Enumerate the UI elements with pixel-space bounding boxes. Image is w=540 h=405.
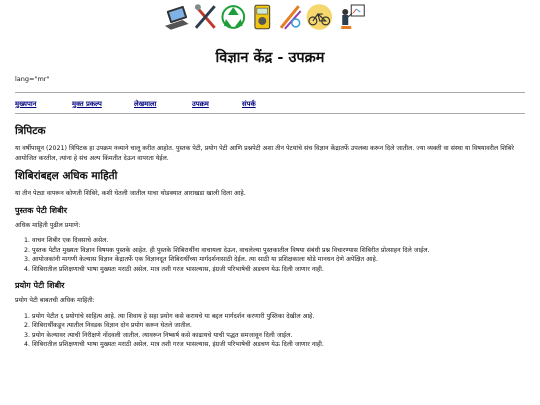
list-item: 2. पुस्तक पेटीत मुख्यतः विज्ञान विषयक पुस्तके आहेत. ही पुस्तके शिबिरार्थींना वाचायला देऊन, वाचलेल्या पुस्तकातील विषया संबंधी प्रश्न विचारण्यास शिबिरीत प्रोत्साहन दिले जाईल.: [32, 246, 525, 256]
book-camp-paragraph: अधिक माहिती पुढील प्रमाणे:: [15, 221, 81, 229]
nav-link-free-project[interactable]: मुक्त प्रकल्प: [72, 100, 102, 108]
bicycle-icon: [306, 2, 333, 32]
pencil-brush-icon: [277, 2, 304, 32]
laptop-icon: [163, 2, 190, 32]
main-content: [15, 124, 525, 350]
nav-link-home[interactable]: मुख्यपान: [15, 100, 37, 108]
multimeter-icon: [249, 2, 276, 32]
list-item: 1. प्रयोग पेटीत ६ प्रयोगांचे साहित्य आहे. त्या शिवाय हे सहा प्रयोग कसे करायचे या बद्दल मार्गदर्शन करणारी पुस्तिका देखील आहे.: [32, 312, 525, 322]
divider: [15, 113, 525, 114]
experiment-camp-paragraph: प्रयोग पेटी बाबतची अधिक माहिती:: [15, 297, 95, 304]
section-heading-camp-info: शिबिरांबद्दल अधिक माहिती: [15, 170, 118, 182]
page-title: विज्ञान केंद्र - उपक्रम: [215, 50, 325, 66]
teacher-icon: [335, 2, 368, 32]
divider: [15, 92, 525, 93]
tools-icon: [192, 2, 219, 32]
list-item: 4. शिबिरातील प्रशिक्षणाची भाषा मुख्यतः मराठी असेल. मात्र तशी गरज भासल्यास, इंग्रजी परिभाषेची अडचण येऊ दिली जाणार नाही.: [32, 265, 525, 275]
experiment-camp-list: [15, 312, 525, 350]
subheading-experiment-box-camp: प्रयोग पेटी शिबीर: [15, 281, 65, 290]
header-banner: [163, 0, 368, 34]
nav-link-articles[interactable]: लेखमाला: [134, 100, 157, 108]
list-item: 2. शिबिरार्थींकडून त्यातील निवडक विज्ञान दोन प्रयोग करून घेतले जातील.: [32, 321, 525, 331]
list-item: 3. प्रयोग केल्यावर त्याची निरीक्षणे नोंदवली जातील. त्यावरून निष्कर्ष कसे काढायचे याची पद्धत समजावून दिली जाईल.: [32, 331, 525, 341]
main-nav: [15, 99, 525, 109]
nav-link-contact[interactable]: संपर्क: [242, 100, 256, 108]
section-heading-tripitak: त्रिपिटक: [15, 125, 46, 137]
intro-paragraph: या वर्षीपासून (2021) त्रिपिटक हा उपक्रम नव्याने चालू करीत आहोत. पुस्तक पेटी, प्रयोग पेटी आणि प्रश्नपेटी अशा तीन पेटयांचे संच विज्ञान केंद्रातर्फे उपलब्ध करून दिले जातील. ज्या व्यक्ती वा संस्था या विषयावरील शिबिरे आयोजित करतील, त्यांना हे संच अल्प किंमतीत देऊन वापरता येईल.: [15, 145, 514, 162]
list-item: 4. शिबिरातील प्रशिक्षणाची भाषा मुख्यतः मराठी असेल. मात्र तशी गरज भासल्यास, इंग्रजी परिभाषेची अडचण येऊ दिली जाणार नाही.: [32, 340, 525, 350]
lang-attribute-text: lang="mr": [15, 75, 50, 83]
book-camp-list: [15, 236, 525, 274]
subheading-book-box-camp: पुस्तक पेटी शिबीर: [15, 205, 68, 215]
list-item: 3. आयोजकांनी मागणी केल्यास विज्ञान केंद्रातर्फे एक विज्ञानदूत शिबिरार्थींच्या मार्गदर्शनासाठी देईल. त्या साठी या प्रशिक्षकाला थोडे मानधन देणे अपेक्षित आहे.: [32, 255, 525, 265]
recycle-icon: [220, 2, 247, 32]
camp-info-paragraph: या तीन पेट्या वापरून कोणती शिबिरे, कशी घेतली जातील याचा थोडक्यात आराखडा खाली दिला आहे.: [15, 190, 246, 197]
list-item: 1. वाचन शिबीर एक दिवसाचे असेल.: [32, 236, 525, 246]
nav-link-activities[interactable]: उपक्रम: [192, 100, 209, 108]
